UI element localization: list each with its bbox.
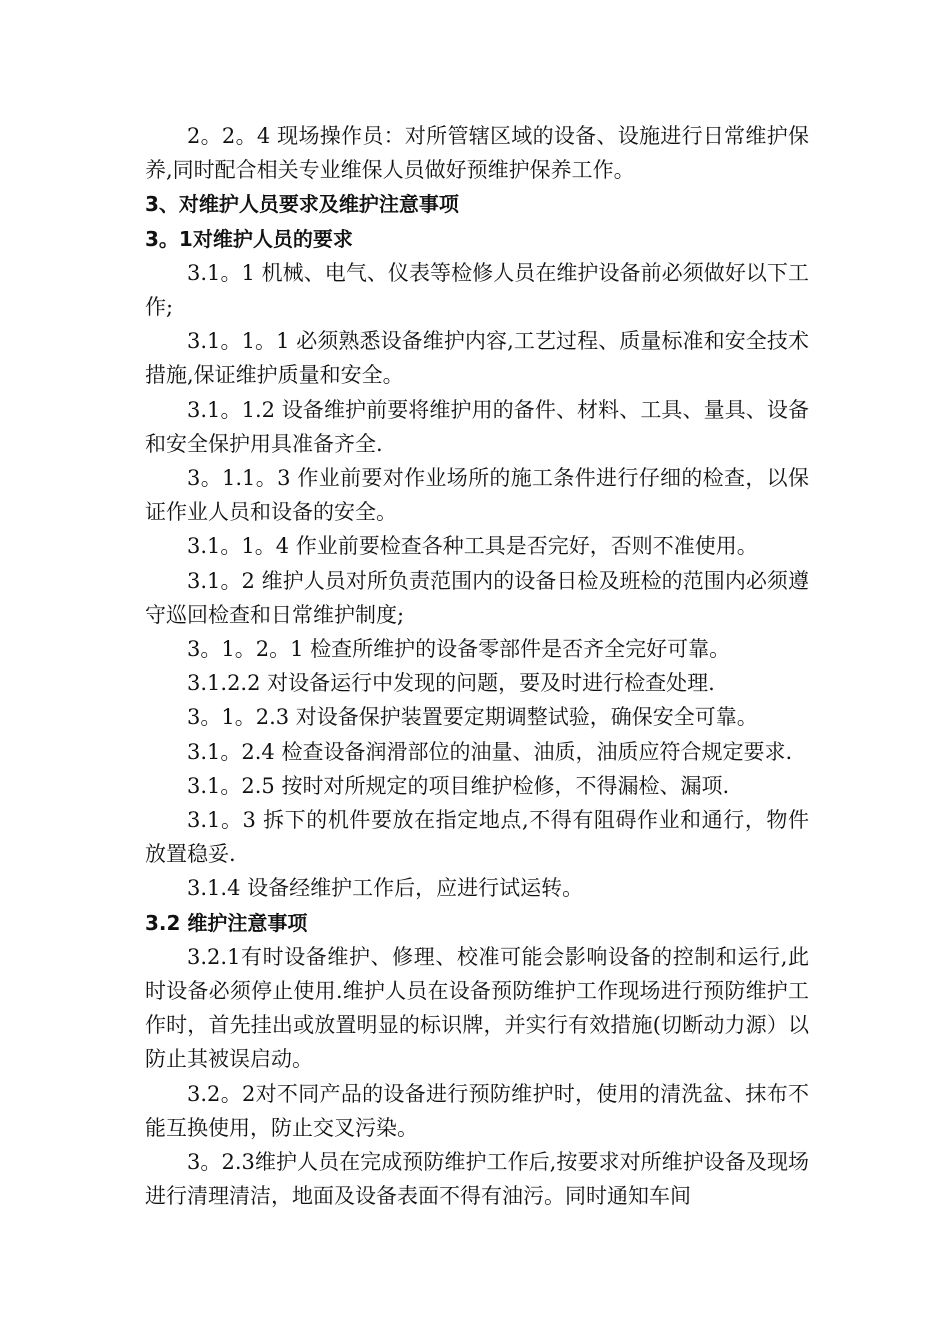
subsection-heading-3-2: 3.2 维护注意事项 [145,910,308,935]
paragraph-3-1-2-3: 3。1。2.3 对设备保护装置要定期调整试验，确保安全可靠。 [187,705,758,730]
paragraph-3-1-2-4: 3.1。2.4 检查设备润滑部位的油量、油质，油质应符合规定要求. [187,739,793,764]
subsection-heading-3-1: 3。1对维护人员的要求 [145,226,353,251]
paragraph-3-1-2: 3.1。2 维护人员对所负责范围内的设备日检及班检的范围内必须遵守巡回检查和日常维护制度; [145,568,809,627]
paragraph-3-1-1: 3.1。1 机械、电气、仪表等检修人员在维护设备前必须做好以下工作; [145,260,809,320]
paragraph-3-2-1: 3.2.1有时设备维护、修理、校准可能会影响设备的控制和运行,此时设备必须停止使用.维护人员在设备预防维护工作现场进行预防维护工作时，首先挂出或放置明显的标识牌，并实行有效措施(切断动力源）以防止其被误启动。 [145,944,809,1072]
paragraph-2-2-4: 2。2。4 现场操作员：对所管辖区域的设备、设施进行日常维护保养,同时配合相关专业维保人员做好预维护保养工作。 [145,124,809,183]
paragraph-3-1-1-4: 3.1。1。4 作业前要检查各种工具是否完好，否则不准使用。 [187,534,758,559]
paragraph-3-1-1-2: 3.1。1.2 设备维护前要将维护用的备件、材料、工具、量具、设备和安全保护用具准备齐全. [145,397,809,456]
paragraph-3-1-4: 3.1.4 设备经维护工作后，应进行试运转。 [187,876,584,901]
paragraph-3-1-1-3: 3。1.1。3 作业前要对作业场所的施工条件进行仔细的检查，以保证作业人员和设备的安全。 [145,466,809,525]
paragraph-3-1-2-2: 3.1.2.2 对设备运行中发现的问题，要及时进行检查处理. [187,671,715,696]
section-heading-3: 3、对维护人员要求及维护注意事项 [145,192,459,217]
paragraph-3-1-2-1: 3。1。2。1 检查所维护的设备零部件是否齐全完好可靠。 [187,637,731,662]
paragraph-3-2-3: 3。2.3维护人员在完成预防维护工作后,按要求对所维护设备及现场进行清理清洁，地面及设备表面不得有油污。同时通知车间 [145,1150,809,1209]
paragraph-3-1-2-5: 3.1。2.5 按时对所规定的项目维护检修，不得漏检、漏项. [187,773,730,798]
paragraph-3-1-3: 3.1。3 拆下的机件要放在指定地点,不得有阻碍作业和通行，物件放置稳妥. [145,808,809,867]
document-body [145,119,809,1214]
paragraph-3-2-2: 3.2。2对不同产品的设备进行预防维护时，使用的清洗盆、抹布不能互换使用，防止交叉污染。 [145,1081,809,1140]
paragraph-3-1-1-1: 3.1。1。1 必须熟悉设备维护内容,工艺过程、质量标准和安全技术措施,保证维护质量和安全。 [145,329,809,388]
